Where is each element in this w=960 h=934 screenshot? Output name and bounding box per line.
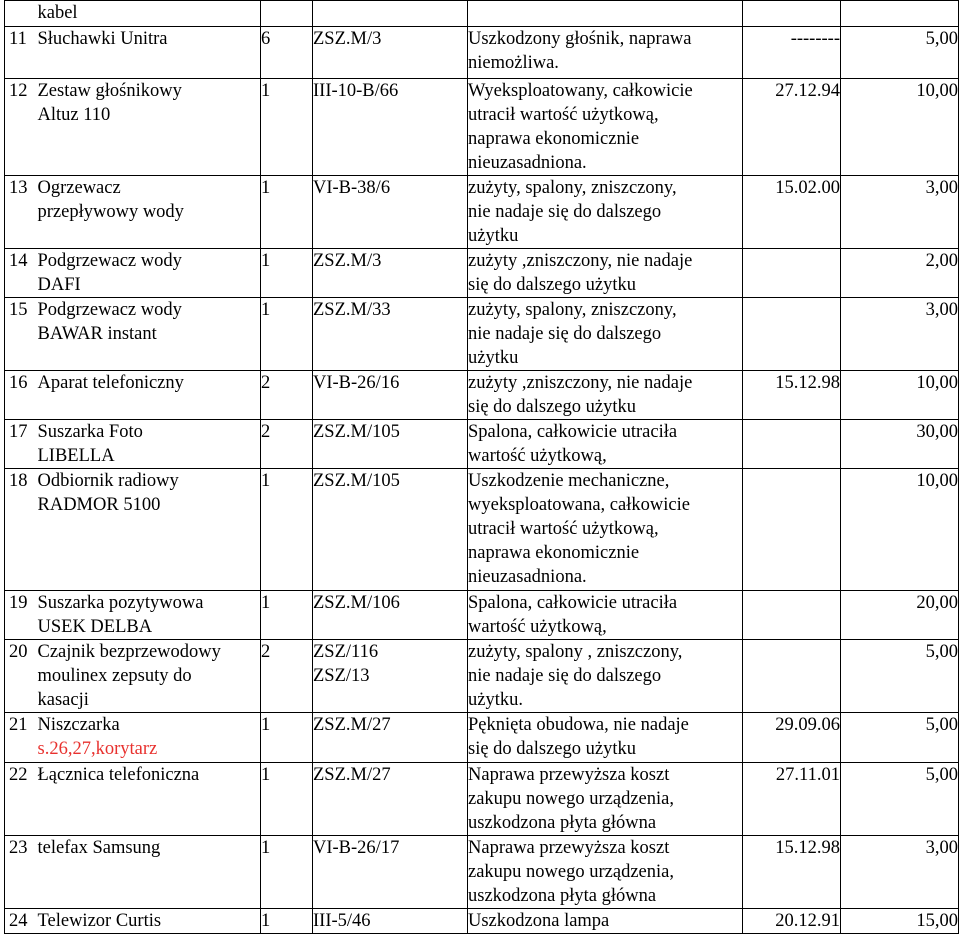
cell-reason xyxy=(468,713,743,763)
cell-value xyxy=(841,909,959,934)
cell-date xyxy=(743,176,841,249)
value-amount: 2,00 xyxy=(925,251,958,271)
reason-line: uszkodzona płyta główna xyxy=(468,886,657,906)
cell-symbol xyxy=(313,909,468,934)
acquisition-date: 15.12.98 xyxy=(775,373,840,393)
cell-qty xyxy=(261,1,313,27)
cell-symbol xyxy=(313,27,468,79)
cell-qty xyxy=(261,249,313,298)
cell-date xyxy=(743,249,841,298)
reason-line: zużyty, spalony , zniszczony, xyxy=(468,642,683,662)
value-amount: 30,00 xyxy=(916,422,958,442)
acquisition-date: -------- xyxy=(790,29,840,49)
cell-reason xyxy=(468,27,743,79)
reason-line: wartość użytkową, xyxy=(468,446,607,466)
item-name-line: Łącznica telefoniczna xyxy=(37,765,200,785)
cell-name xyxy=(38,27,261,79)
cell-date xyxy=(743,298,841,371)
row-number: 18 xyxy=(9,471,28,491)
quantity: 1 xyxy=(261,911,271,931)
cell-reason xyxy=(468,909,743,934)
item-name-line: RADMOR 5100 xyxy=(37,495,161,515)
cell-name xyxy=(38,836,261,909)
item-name-line: Altuz 110 xyxy=(37,105,111,125)
cell-qty xyxy=(261,909,313,934)
value-amount: 3,00 xyxy=(925,178,958,198)
reason-line: Naprawa przewyższa koszt xyxy=(468,765,670,785)
cell-name xyxy=(38,713,261,763)
inventory-symbol-line: ZSZ/13 xyxy=(313,666,370,686)
quantity: 1 xyxy=(261,838,271,858)
cell-symbol xyxy=(313,713,468,763)
table-row xyxy=(5,79,959,176)
item-name-line: LIBELLA xyxy=(37,446,115,466)
inventory-symbol-line: ZSZ.M/3 xyxy=(313,251,382,271)
cell-nr xyxy=(5,836,38,909)
inventory-symbol-line: ZSZ/116 xyxy=(313,642,379,662)
cell-reason xyxy=(468,420,743,469)
table-row xyxy=(5,371,959,420)
cell-value xyxy=(841,713,959,763)
table-row xyxy=(5,420,959,469)
cell-reason xyxy=(468,763,743,836)
cell-name xyxy=(38,1,261,27)
reason-line: naprawa ekonomicznie xyxy=(468,129,640,149)
cell-name xyxy=(38,176,261,249)
table-body xyxy=(5,1,959,934)
cell-value xyxy=(841,27,959,79)
cell-reason xyxy=(468,298,743,371)
item-name-line: moulinex zepsuty do xyxy=(37,666,192,686)
cell-qty xyxy=(261,836,313,909)
value-amount: 15,00 xyxy=(916,911,958,931)
cell-value xyxy=(841,371,959,420)
cell-value xyxy=(841,1,959,27)
name-tail-text: kabel xyxy=(37,3,78,23)
cell-name xyxy=(38,469,261,591)
reason-line: zużyty ,zniszczony, nie nadaje xyxy=(468,373,693,393)
inventory-symbol-line: ZSZ.M/105 xyxy=(313,471,400,491)
table-row xyxy=(5,713,959,763)
cell-qty xyxy=(261,763,313,836)
acquisition-date: 15.12.98 xyxy=(775,838,840,858)
inventory-table xyxy=(4,0,959,934)
reason-line: się do dalszego użytku xyxy=(468,739,636,759)
quantity: 2 xyxy=(261,642,271,662)
cell-date xyxy=(743,79,841,176)
cell-qty xyxy=(261,420,313,469)
cell-symbol xyxy=(313,763,468,836)
cell-qty xyxy=(261,298,313,371)
reason-line: użytku. xyxy=(468,690,523,710)
item-name-line: USEK DELBA xyxy=(37,617,153,637)
quantity: 2 xyxy=(261,373,271,393)
inventory-symbol-line: ZSZ.M/27 xyxy=(313,715,391,735)
item-name-line: BAWAR instant xyxy=(37,324,157,344)
table-row xyxy=(5,176,959,249)
cell-date xyxy=(743,836,841,909)
cell-name xyxy=(38,371,261,420)
reason-line: zakupu nowego urządzenia, xyxy=(468,862,674,882)
value-amount: 5,00 xyxy=(925,765,958,785)
cell-reason xyxy=(468,469,743,591)
cell-value xyxy=(841,420,959,469)
cell-date xyxy=(743,1,841,27)
quantity: 1 xyxy=(261,593,271,613)
cell-date xyxy=(743,469,841,591)
reason-line: się do dalszego użytku xyxy=(468,275,636,295)
cell-nr xyxy=(5,79,38,176)
quantity: 1 xyxy=(261,471,271,491)
table-row xyxy=(5,591,959,640)
reason-line: nieuzasadniona. xyxy=(468,153,587,173)
row-number: 22 xyxy=(9,765,28,785)
cell-name xyxy=(38,591,261,640)
cell-reason xyxy=(468,249,743,298)
cell-reason xyxy=(468,79,743,176)
value-amount: 5,00 xyxy=(925,642,958,662)
cell-date xyxy=(743,371,841,420)
acquisition-date: 27.11.01 xyxy=(775,765,840,785)
cell-date xyxy=(743,591,841,640)
value-amount: 5,00 xyxy=(925,29,958,49)
reason-line: Uszkodzenie mechaniczne, xyxy=(468,471,670,491)
item-name-line: Podgrzewacz wody xyxy=(37,300,182,320)
quantity: 1 xyxy=(261,81,271,101)
row-number: 17 xyxy=(9,422,28,442)
value-amount: 5,00 xyxy=(925,715,958,735)
cell-symbol xyxy=(313,1,468,27)
row-number: 15 xyxy=(9,300,28,320)
cell-symbol xyxy=(313,298,468,371)
item-name-line: Czajnik bezprzewodowy xyxy=(37,642,221,662)
reason-line: zużyty, spalony, zniszczony, xyxy=(468,300,677,320)
cell-qty xyxy=(261,640,313,713)
reason-line: Naprawa przewyższa koszt xyxy=(468,838,670,858)
item-name-line: telefax Samsung xyxy=(37,838,161,858)
cell-value xyxy=(841,469,959,591)
cell-nr xyxy=(5,420,38,469)
cell-qty xyxy=(261,27,313,79)
item-name-line: Suszarka pozytywowa xyxy=(37,593,204,613)
cell-value xyxy=(841,249,959,298)
reason-line: Spalona, całkowicie utraciła xyxy=(468,593,678,613)
reason-line: Uszkodzony głośnik, naprawa xyxy=(468,29,692,49)
item-name-line: Odbiornik radiowy xyxy=(37,471,179,491)
cell-nr xyxy=(5,176,38,249)
cell-value xyxy=(841,763,959,836)
cell-date xyxy=(743,909,841,934)
cell-name xyxy=(38,79,261,176)
value-amount: 10,00 xyxy=(916,471,958,491)
reason-line: naprawa ekonomicznie xyxy=(468,543,640,563)
row-number: 13 xyxy=(9,178,28,198)
cell-nr xyxy=(5,640,38,713)
row-number: 11 xyxy=(9,29,27,49)
row-number: 19 xyxy=(9,593,28,613)
cell-value xyxy=(841,640,959,713)
reason-line: utracił wartość użytkową, xyxy=(468,519,659,539)
cell-date xyxy=(743,763,841,836)
table-row xyxy=(5,836,959,909)
row-number: 23 xyxy=(9,838,28,858)
reason-line: użytku xyxy=(468,226,519,246)
item-name-line: Niszczarka xyxy=(37,715,120,735)
cell-nr xyxy=(5,27,38,79)
item-name-line: kasacji xyxy=(37,690,89,710)
table-row xyxy=(5,469,959,591)
cell-qty xyxy=(261,176,313,249)
row-number: 20 xyxy=(9,642,28,662)
inventory-symbol-line: III-10-B/66 xyxy=(313,81,399,101)
inventory-symbol-line: VI-B-26/16 xyxy=(313,373,400,393)
value-amount: 3,00 xyxy=(925,838,958,858)
reason-line: zużyty ,zniszczony, nie nadaje xyxy=(468,251,693,271)
inventory-symbol-line: ZSZ.M/106 xyxy=(313,593,400,613)
cell-nr xyxy=(5,469,38,591)
cell-qty xyxy=(261,713,313,763)
item-name-line: Słuchawki Unitra xyxy=(37,29,168,49)
cell-name xyxy=(38,420,261,469)
table-row xyxy=(5,298,959,371)
quantity: 1 xyxy=(261,765,271,785)
row-number: 21 xyxy=(9,715,28,735)
cell-symbol xyxy=(313,371,468,420)
item-name-line: DAFI xyxy=(37,275,81,295)
cell-symbol xyxy=(313,836,468,909)
cell-symbol xyxy=(313,469,468,591)
inventory-symbol-line: ZSZ.M/27 xyxy=(313,765,391,785)
cell-symbol xyxy=(313,79,468,176)
reason-line: użytku xyxy=(468,348,519,368)
cell-name xyxy=(38,249,261,298)
cell-qty xyxy=(261,591,313,640)
cell-nr xyxy=(5,909,38,934)
cell-reason xyxy=(468,1,743,27)
value-amount: 20,00 xyxy=(916,593,958,613)
quantity: 1 xyxy=(261,715,271,735)
value-amount: 10,00 xyxy=(916,81,958,101)
quantity: 1 xyxy=(261,300,271,320)
quantity: 2 xyxy=(261,422,271,442)
reason-line: zużyty, spalony, zniszczony, xyxy=(468,178,677,198)
cell-symbol xyxy=(313,176,468,249)
cell-reason xyxy=(468,836,743,909)
cell-reason xyxy=(468,371,743,420)
cell-qty xyxy=(261,79,313,176)
item-name-line: Zestaw głośnikowy xyxy=(37,81,182,101)
reason-line: utracił wartość użytkową, xyxy=(468,105,659,125)
inventory-symbol-line: VI-B-26/17 xyxy=(313,838,400,858)
acquisition-date: 15.02.00 xyxy=(775,178,840,198)
cell-nr xyxy=(5,298,38,371)
cell-date xyxy=(743,420,841,469)
reason-line: Wyeksploatowany, całkowicie xyxy=(468,81,693,101)
cell-qty xyxy=(261,371,313,420)
cell-nr xyxy=(5,1,38,27)
cell-symbol xyxy=(313,420,468,469)
cell-nr xyxy=(5,371,38,420)
reason-line: nie nadaje się do dalszego xyxy=(468,324,662,344)
cell-reason xyxy=(468,591,743,640)
cell-value xyxy=(841,836,959,909)
reason-line: uszkodzona płyta główna xyxy=(468,813,657,833)
quantity: 1 xyxy=(261,251,271,271)
table-row xyxy=(5,27,959,79)
cell-qty xyxy=(261,469,313,591)
cell-nr xyxy=(5,591,38,640)
reason-line: nie nadaje się do dalszego xyxy=(468,202,662,222)
cell-name xyxy=(38,298,261,371)
item-name-line: Suszarka Foto xyxy=(37,422,143,442)
cell-nr xyxy=(5,763,38,836)
acquisition-date: 27.12.94 xyxy=(775,81,840,101)
item-name-line: Telewizor Curtis xyxy=(37,911,162,931)
reason-line: zakupu nowego urządzenia, xyxy=(468,789,674,809)
cell-nr xyxy=(5,249,38,298)
table-row xyxy=(5,909,959,934)
cell-name xyxy=(38,909,261,934)
inventory-symbol-line: ZSZ.M/105 xyxy=(313,422,400,442)
reason-line: niemożliwa. xyxy=(468,53,559,73)
cell-reason xyxy=(468,176,743,249)
cell-value xyxy=(841,298,959,371)
value-amount: 10,00 xyxy=(916,373,958,393)
row-number: 16 xyxy=(9,373,28,393)
reason-line: Uszkodzona lampa xyxy=(468,911,610,931)
row-number: 24 xyxy=(9,911,28,931)
reason-line: się do dalszego użytku xyxy=(468,397,636,417)
reason-line: wyeksploatowana, całkowicie xyxy=(468,495,690,515)
item-name-line: przepływowy wody xyxy=(37,202,184,222)
table-row xyxy=(5,640,959,713)
quantity: 6 xyxy=(261,29,271,49)
reason-line: wartość użytkową, xyxy=(468,617,607,637)
quantity: 1 xyxy=(261,178,271,198)
row-number: 12 xyxy=(9,81,28,101)
table-row xyxy=(5,763,959,836)
cell-value xyxy=(841,79,959,176)
inventory-symbol-line: III-5/46 xyxy=(313,911,371,931)
inventory-symbol-line: VI-B-38/6 xyxy=(313,178,391,198)
cell-symbol xyxy=(313,640,468,713)
acquisition-date: 20.12.91 xyxy=(775,911,840,931)
reason-line: Spalona, całkowicie utraciła xyxy=(468,422,678,442)
cell-date xyxy=(743,713,841,763)
reason-line: nieuzasadniona. xyxy=(468,567,587,587)
table-row xyxy=(5,249,959,298)
item-name-line: Ogrzewacz xyxy=(37,178,121,198)
cell-date xyxy=(743,640,841,713)
cell-date xyxy=(743,27,841,79)
reason-line: Pęknięta obudowa, nie nadaje xyxy=(468,715,689,735)
cell-nr xyxy=(5,713,38,763)
location-note: s.26,27,korytarz xyxy=(37,739,158,759)
cell-symbol xyxy=(313,249,468,298)
value-amount: 3,00 xyxy=(925,300,958,320)
cell-reason xyxy=(468,640,743,713)
table-row-header-tail xyxy=(5,1,959,27)
cell-value xyxy=(841,176,959,249)
item-name-line: Aparat telefoniczny xyxy=(37,373,184,393)
cell-symbol xyxy=(313,591,468,640)
reason-line: nie nadaje się do dalszego xyxy=(468,666,662,686)
cell-name xyxy=(38,763,261,836)
cell-name xyxy=(38,640,261,713)
acquisition-date: 29.09.06 xyxy=(775,715,840,735)
inventory-symbol-line: ZSZ.M/33 xyxy=(313,300,391,320)
item-name-line: Podgrzewacz wody xyxy=(37,251,182,271)
inventory-symbol-line: ZSZ.M/3 xyxy=(313,29,382,49)
cell-value xyxy=(841,591,959,640)
row-number: 14 xyxy=(9,251,28,271)
